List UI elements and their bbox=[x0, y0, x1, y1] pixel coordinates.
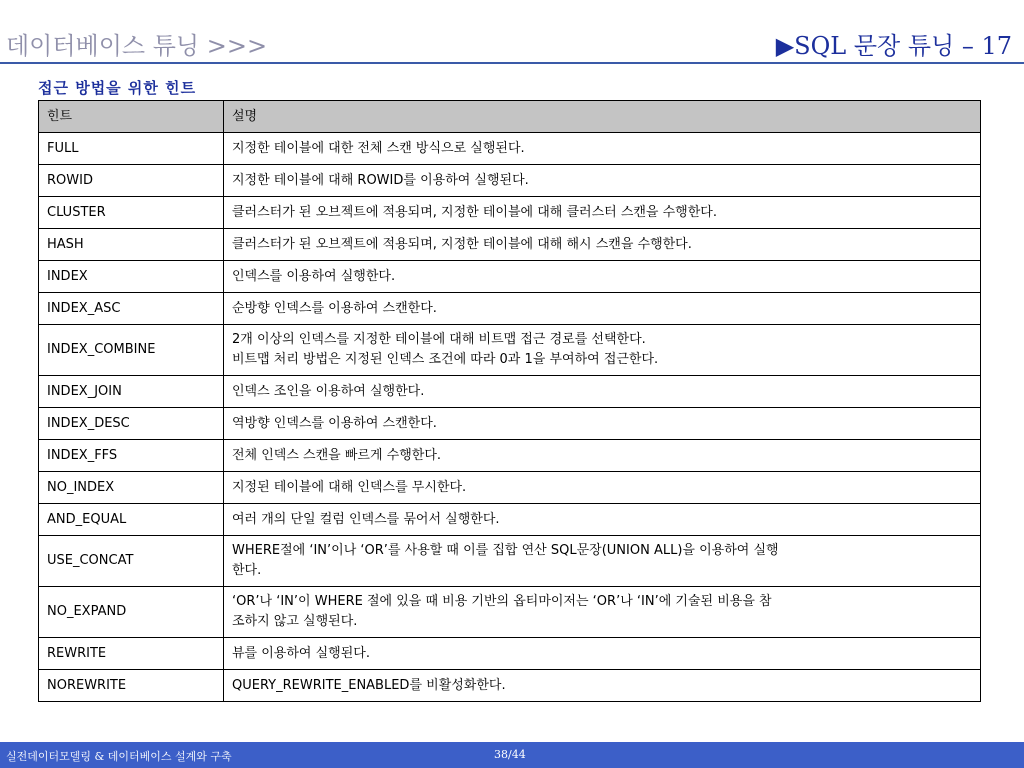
hint-description-cell bbox=[224, 587, 981, 638]
hint-description-line: 순방향 인덱스를 이용하여 스캔한다. bbox=[232, 300, 437, 316]
table-row bbox=[39, 440, 981, 472]
table-row bbox=[39, 325, 981, 376]
hint-description-line: 여러 개의 단일 컬럼 인덱스를 묶어서 실행한다. bbox=[232, 511, 500, 527]
header-right-title: ▶SQL 문장 튜닝 – 17 bbox=[775, 32, 1012, 60]
hint-table bbox=[38, 100, 981, 702]
hint-description-line: 클러스터가 된 오브젝트에 적용되며, 지정한 테이블에 대해 해시 스캔을 수행한다. bbox=[232, 236, 692, 252]
hint-name-cell: NO_EXPAND bbox=[39, 587, 224, 638]
hint-description-cell bbox=[224, 440, 981, 472]
table-row bbox=[39, 587, 981, 638]
hint-name-cell: CLUSTER bbox=[39, 197, 224, 229]
hint-name-cell: USE_CONCAT bbox=[39, 536, 224, 587]
footer-bar bbox=[0, 742, 1024, 768]
hint-description-cell bbox=[224, 638, 981, 670]
hint-description-line: 뷰를 이용하여 실행된다. bbox=[232, 645, 370, 661]
hint-name-cell: INDEX_COMBINE bbox=[39, 325, 224, 376]
hint-name-cell: REWRITE bbox=[39, 638, 224, 670]
section-title: 접근 방법을 위한 힌트 bbox=[38, 79, 197, 97]
hint-description-cell bbox=[224, 670, 981, 702]
hint-description-line: QUERY_REWRITE_ENABLED를 비활성화한다. bbox=[232, 677, 506, 693]
table-row bbox=[39, 165, 981, 197]
table-row bbox=[39, 670, 981, 702]
hint-description-line: 전체 인덱스 스캔을 빠르게 수행한다. bbox=[232, 447, 442, 463]
hint-description-cell bbox=[224, 536, 981, 587]
hint-description-cell bbox=[224, 472, 981, 504]
table-row bbox=[39, 133, 981, 165]
hint-description-cell bbox=[224, 133, 981, 165]
hint-description-line: 역방향 인덱스를 이용하여 스캔한다. bbox=[232, 415, 437, 431]
column-header-description: 설명 bbox=[224, 101, 981, 133]
hint-description-cell bbox=[224, 325, 981, 376]
page-number: 38/44 bbox=[494, 748, 526, 761]
hint-description-line: 인덱스를 이용하여 실행한다. bbox=[232, 268, 396, 284]
table-row bbox=[39, 472, 981, 504]
hint-description-cell bbox=[224, 261, 981, 293]
hint-name-cell: HASH bbox=[39, 229, 224, 261]
hint-description-line: 비트맵 처리 방법은 지정된 인덱스 조건에 따라 0과 1을 부여하여 접근한다. bbox=[232, 352, 659, 367]
hint-name-cell: INDEX_FFS bbox=[39, 440, 224, 472]
hint-description-line: 지정한 테이블에 대해 ROWID를 이용하여 실행된다. bbox=[232, 172, 529, 188]
hint-description-line: 클러스터가 된 오브젝트에 적용되며, 지정한 테이블에 대해 클러스터 스캔을 수행한다. bbox=[232, 204, 717, 220]
hint-name-cell: AND_EQUAL bbox=[39, 504, 224, 536]
hint-name-cell: INDEX_ASC bbox=[39, 293, 224, 325]
hint-name-cell: NOREWRITE bbox=[39, 670, 224, 702]
table-row bbox=[39, 293, 981, 325]
hint-description-line: 2개 이상의 인덱스를 지정한 테이블에 대해 비트맵 접근 경로를 선택한다. bbox=[232, 332, 646, 347]
hint-description-cell bbox=[224, 293, 981, 325]
footer-course-title: 실전데이터모델링 & 데이터베이스 설계와 구축 bbox=[6, 750, 232, 763]
hint-name-cell: FULL bbox=[39, 133, 224, 165]
table-row bbox=[39, 376, 981, 408]
table-row bbox=[39, 638, 981, 670]
table-row bbox=[39, 261, 981, 293]
column-header-hint: 힌트 bbox=[39, 101, 224, 133]
hint-description-cell bbox=[224, 197, 981, 229]
hint-description-line: 조하지 않고 실행된다. bbox=[232, 614, 358, 629]
table-row bbox=[39, 504, 981, 536]
hint-name-cell: INDEX bbox=[39, 261, 224, 293]
hint-description-cell bbox=[224, 504, 981, 536]
hint-description-cell bbox=[224, 376, 981, 408]
header-left-title: 데이터베이스 튜닝 >>> bbox=[6, 32, 268, 60]
table-header-row bbox=[39, 101, 981, 133]
table-body bbox=[39, 133, 981, 702]
header-divider bbox=[0, 62, 1024, 64]
hint-name-cell: ROWID bbox=[39, 165, 224, 197]
hint-description-line: ‘OR’나 ‘IN’이 WHERE 절에 있을 때 비용 기반의 옵티마이저는 ‘OR’나 ‘IN’에 기술된 비용을 참 bbox=[232, 594, 772, 609]
hint-description-cell bbox=[224, 229, 981, 261]
hint-description-cell bbox=[224, 165, 981, 197]
hint-description-line: 지정한 테이블에 대한 전체 스캔 방식으로 실행된다. bbox=[232, 140, 525, 156]
table-row bbox=[39, 536, 981, 587]
hint-name-cell: INDEX_JOIN bbox=[39, 376, 224, 408]
hint-name-cell: NO_INDEX bbox=[39, 472, 224, 504]
hint-description-cell bbox=[224, 408, 981, 440]
table-row bbox=[39, 408, 981, 440]
hint-description-line: 인덱스 조인을 이용하여 실행한다. bbox=[232, 383, 425, 399]
hint-description-line: 지정된 테이블에 대해 인덱스를 무시한다. bbox=[232, 479, 467, 495]
hint-name-cell: INDEX_DESC bbox=[39, 408, 224, 440]
table-row bbox=[39, 197, 981, 229]
hint-description-line: WHERE절에 ‘IN’이나 ‘OR’를 사용할 때 이를 집합 연산 SQL문장(UNION ALL)을 이용하여 실행 bbox=[232, 543, 779, 558]
hint-description-line: 한다. bbox=[232, 563, 262, 578]
table-row bbox=[39, 229, 981, 261]
